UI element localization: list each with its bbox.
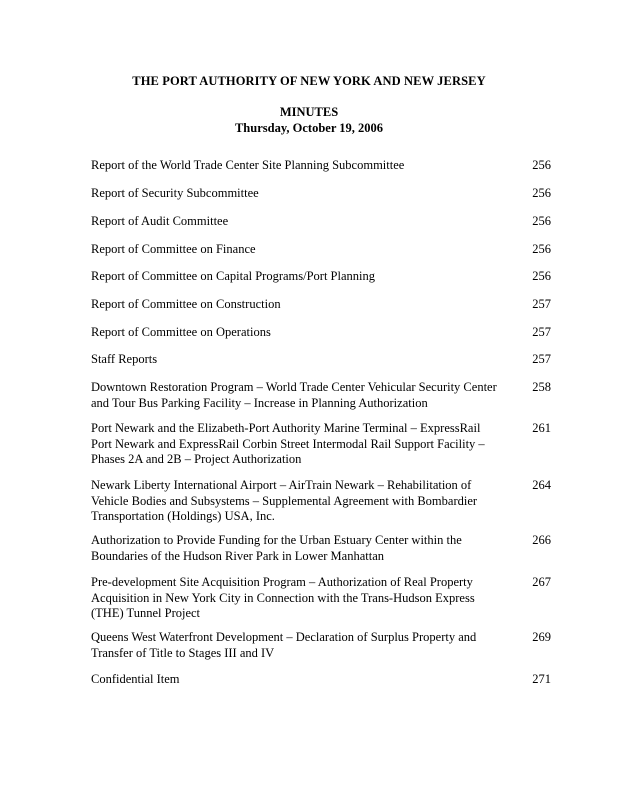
- toc-item-text: Downtown Restoration Program – World Trade Center Vehicular Security Center and Tour Bus Parking Facility – Increase in Planning Authorization: [91, 380, 497, 410]
- toc-item-text: Authorization to Provide Funding for the Urban Estuary Center within the Boundaries of the Hudson River Park in Lower Manhattan: [91, 533, 462, 563]
- toc-item-text: Newark Liberty International Airport – AirTrain Newark – Rehabilitation of Vehicle Bodies and Subsystems – Supplemental Agreement with Bombardier Transportation (Holdings) USA, Inc.: [91, 478, 478, 523]
- document-title: MINUTES: [279, 105, 339, 119]
- toc-item-text: Report of Committee on Finance: [91, 242, 256, 256]
- toc-item-page: 258: [532, 380, 551, 394]
- toc-item-page: 257: [532, 325, 551, 339]
- toc-item-page: 257: [532, 352, 551, 366]
- toc-item-text: Report of Security Subcommittee: [91, 186, 259, 200]
- toc-item-page: 271: [532, 672, 551, 686]
- toc-item-page: 256: [532, 214, 551, 228]
- toc-item-text: Report of Committee on Construction: [91, 297, 281, 311]
- toc-item-text: Pre-development Site Acquisition Program – Authorization of Real Property Acquisition in New York City in Connection with the Trans-Hudson Express (THE) Tunnel Project: [91, 575, 475, 620]
- toc-item-page: 267: [532, 575, 551, 589]
- toc-item-text: Confidential Item: [91, 672, 180, 686]
- toc-item-text: Report of Audit Committee: [91, 214, 229, 228]
- toc-item-text: Report of Committee on Operations: [91, 325, 271, 339]
- meeting-date: Thursday, October 19, 2006: [234, 121, 384, 135]
- toc-item-text: Staff Reports: [91, 352, 158, 366]
- toc-item-text: Report of the World Trade Center Site Planning Subcommittee: [91, 158, 405, 172]
- toc-item-text: Port Newark and the Elizabeth-Port Authority Marine Terminal – ExpressRail Port Newark and ExpressRail Corbin Street Intermodal Rail Support Facility – Phases 2A and 2B – Project Authorization: [91, 421, 485, 466]
- toc-item-page: 257: [532, 297, 551, 311]
- toc-item-page: 261: [532, 421, 551, 435]
- toc-item-page: 256: [532, 186, 551, 200]
- toc-item-page: 256: [532, 242, 551, 256]
- toc-item-text: Report of Committee on Capital Programs/Port Planning: [91, 269, 376, 283]
- toc-item-page: 256: [532, 269, 551, 283]
- toc-item-page: 256: [532, 158, 551, 172]
- toc-item-page: 269: [532, 630, 551, 644]
- toc-item-page: 266: [532, 533, 551, 547]
- toc-item-page: 264: [532, 478, 551, 492]
- organization-title: THE PORT AUTHORITY OF NEW YORK AND NEW JERSEY: [132, 74, 486, 88]
- toc-item-text: Queens West Waterfront Development – Declaration of Surplus Property and Transfer of Title to Stages III and IV: [91, 630, 477, 660]
